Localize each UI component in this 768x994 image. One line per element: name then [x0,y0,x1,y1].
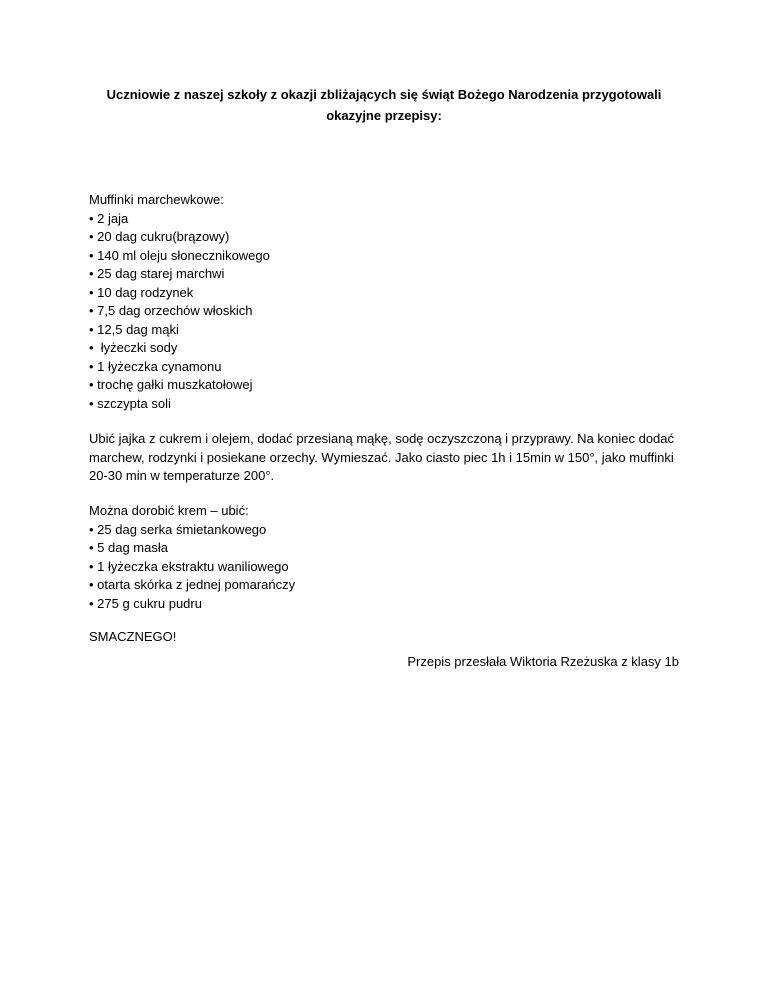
recipe-instructions: Ubić jajka z cukrem i olejem, dodać przesianą mąkę, sodę oczyszczoną i przyprawy. Na koniec dodać marchew, rodzynki i posiekane orzechy. Wymieszać. Jako ciasto piec 1h i 15min w 150°, jako muffinki 20-30 min w temperaturze 200°. [89,431,675,483]
ingredient-item: • 10 dag rodzynek [89,284,194,300]
cream-ingredient-item: • 1 łyżeczka ekstraktu waniliowego [89,558,289,574]
ingredient-item: • 140 ml oleju słonecznikowego [89,247,270,263]
recipe-heading: Muffinki marchewkowe: [89,192,224,207]
cream-heading: Można dorobić krem – ubić: [89,503,249,518]
ingredient-item: • 7,5 dag orzechów włoskich [89,303,253,318]
ingredient-item: • 1 łyżeczka cynamonu [89,358,222,374]
cream-ingredient-item: • 25 dag serka śmietankowego [89,521,267,537]
ingredient-item: • 20 dag cukru(brązowy) [89,229,230,244]
muffin-recipe [89,191,689,413]
ingredient-item: • 25 dag starej marchwi [89,266,225,281]
document-title: Uczniowie z naszej szkoły z okazji zbliżających się świąt Bożego Narodzenia przygotowali okazyjne przepisy: [106,87,662,123]
ingredient-item: • 2 jaja [89,210,129,226]
cream-ingredient-item: • 5 dag masła [89,540,168,555]
ingredient-item: • łyżeczki sody [89,340,178,355]
signature-text: Przepis przesłała Wiktoria Rzeżuska z klasy 1b [407,654,679,669]
ingredient-item: • 12,5 dag mąki [89,321,179,337]
cream-ingredient-item: • otarta skórka z jednej pomarańczy [89,577,296,592]
cream-recipe [89,502,689,613]
cream-ingredient-item: • 275 g cukru pudru [89,595,202,611]
ingredient-item: • szczypta soli [89,395,171,411]
ingredient-item: • trochę gałki muszkatołowej [89,377,253,392]
closing-text: SMACZNEGO! [89,629,177,644]
